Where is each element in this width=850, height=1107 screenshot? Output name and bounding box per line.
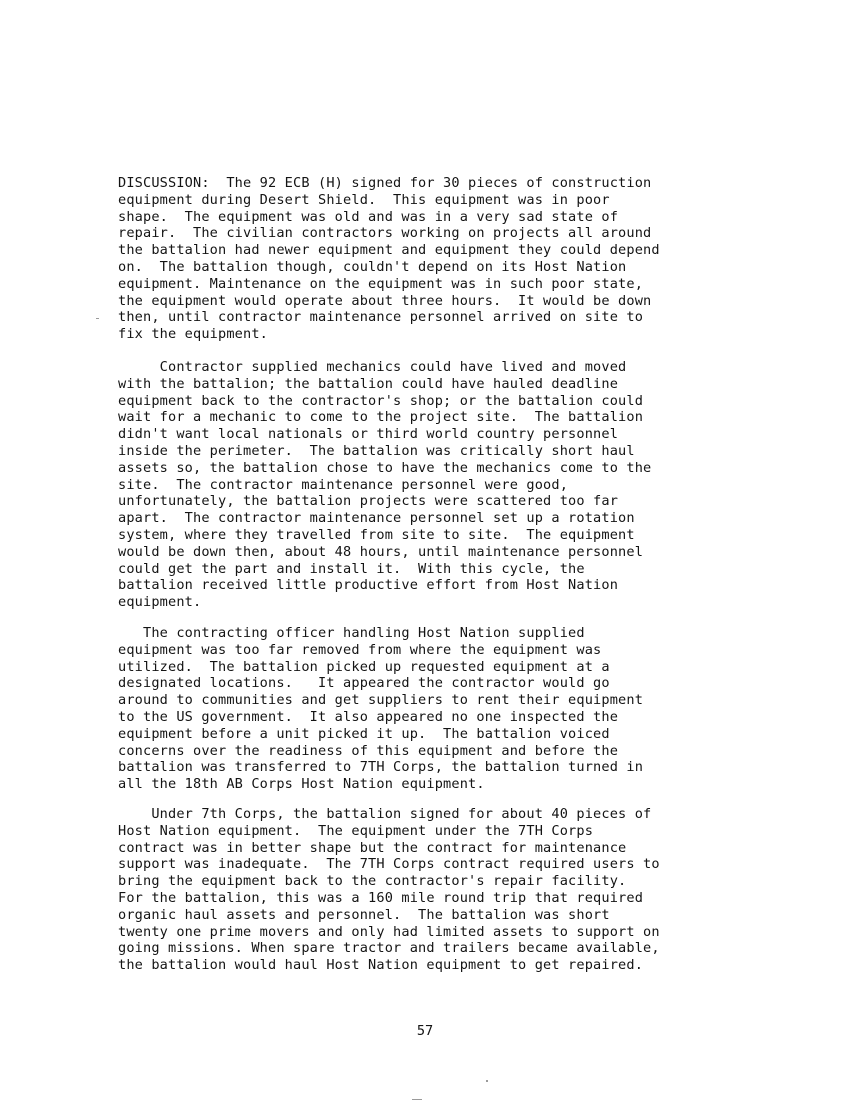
- page-number: 57: [416, 1023, 434, 1039]
- text-line: the equipment would operate about three hours. It would be down: [118, 292, 652, 309]
- text-line: equipment before a unit picked it up. The battalion voiced: [118, 725, 610, 742]
- text-line: equipment was too far removed from where the equipment was: [118, 641, 602, 658]
- text-line: on. The battalion though, couldn't depend on its Host Nation: [118, 258, 627, 275]
- paragraph-contracting-officer: [118, 625, 818, 793]
- text-line: battalion was transferred to 7TH Corps, the battalion turned in: [118, 759, 644, 776]
- text-line: DISCUSSION: The 92 ECB (H) signed for 30 pieces of construction: [118, 175, 652, 191]
- text-line: to the US government. It also appeared no one inspected the: [118, 708, 619, 725]
- text-line: would be down then, about 48 hours, until maintenance personnel: [118, 543, 644, 560]
- text-line: For the battalion, this was a 160 mile round trip that required: [118, 889, 644, 906]
- paragraph-discussion: [118, 175, 818, 343]
- text-line: Host Nation equipment. The equipment under the 7TH Corps: [118, 822, 594, 839]
- text-line: the battalion had newer equipment and equipment they could depend: [118, 242, 660, 259]
- text-line: concerns over the readiness of this equipment and before the: [118, 742, 619, 759]
- text-line: bring the equipment back to the contractor's repair facility.: [118, 873, 627, 890]
- text-line: equipment during Desert Shield. This equipment was in poor: [118, 191, 610, 208]
- text-line: apart. The contractor maintenance personnel set up a rotation: [118, 510, 635, 527]
- text-line: contract was in better shape but the contract for maintenance: [118, 839, 627, 856]
- text-line: wait for a mechanic to come to the project site. The battalion: [118, 409, 644, 426]
- text-line: all the 18th AB Corps Host Nation equipment.: [118, 776, 485, 793]
- scan-speck: [486, 1080, 488, 1082]
- text-line: then, until contractor maintenance personnel arrived on site to: [118, 309, 644, 326]
- text-line: equipment.: [118, 594, 202, 611]
- text-line: could get the part and install it. With this cycle, the: [118, 560, 585, 577]
- text-line: assets so, the battalion chose to have the mechanics come to the: [118, 459, 652, 476]
- text-line: battalion received little productive effort from Host Nation: [118, 577, 619, 594]
- text-line: system, where they travelled from site to site. The equipment: [118, 526, 635, 543]
- text-line: equipment. Maintenance on the equipment was in such poor state,: [118, 275, 644, 292]
- scan-speck: [412, 1099, 422, 1100]
- text-line: site. The contractor maintenance personnel were good,: [118, 476, 569, 493]
- text-line: The contracting officer handling Host Nation supplied: [118, 625, 585, 641]
- text-line: Contractor supplied mechanics could have lived and moved: [118, 359, 627, 375]
- text-line: inside the perimeter. The battalion was critically short haul: [118, 442, 635, 459]
- text-line: around to communities and get suppliers to rent their equipment: [118, 692, 644, 709]
- paragraph-7th-corps: [118, 806, 818, 974]
- text-line: the battalion would haul Host Nation equipment to get repaired.: [118, 957, 644, 974]
- text-line: with the battalion; the battalion could have hauled deadline: [118, 375, 619, 392]
- text-line: designated locations. It appeared the contractor would go: [118, 675, 610, 692]
- text-line: shape. The equipment was old and was in a very sad state of: [118, 208, 619, 225]
- text-line: didn't want local nationals or third world country personnel: [118, 426, 619, 443]
- text-line: twenty one prime movers and only had limited assets to support on: [118, 923, 660, 940]
- paragraph-contractor-mechanics: [118, 359, 818, 611]
- text-line: equipment back to the contractor's shop; or the battalion could: [118, 392, 644, 409]
- text-line: organic haul assets and personnel. The battalion was short: [118, 906, 610, 923]
- scan-speck: [96, 318, 99, 319]
- text-line: going missions. When spare tractor and trailers became available,: [118, 940, 660, 957]
- text-line: utilized. The battalion picked up requested equipment at a: [118, 658, 610, 675]
- text-line: fix the equipment.: [118, 326, 269, 343]
- text-line: unfortunately, the battalion projects were scattered too far: [118, 493, 619, 510]
- text-line: support was inadequate. The 7TH Corps contract required users to: [118, 856, 660, 873]
- text-line: repair. The civilian contractors working on projects all around: [118, 225, 652, 242]
- text-line: Under 7th Corps, the battalion signed for about 40 pieces of: [118, 806, 652, 822]
